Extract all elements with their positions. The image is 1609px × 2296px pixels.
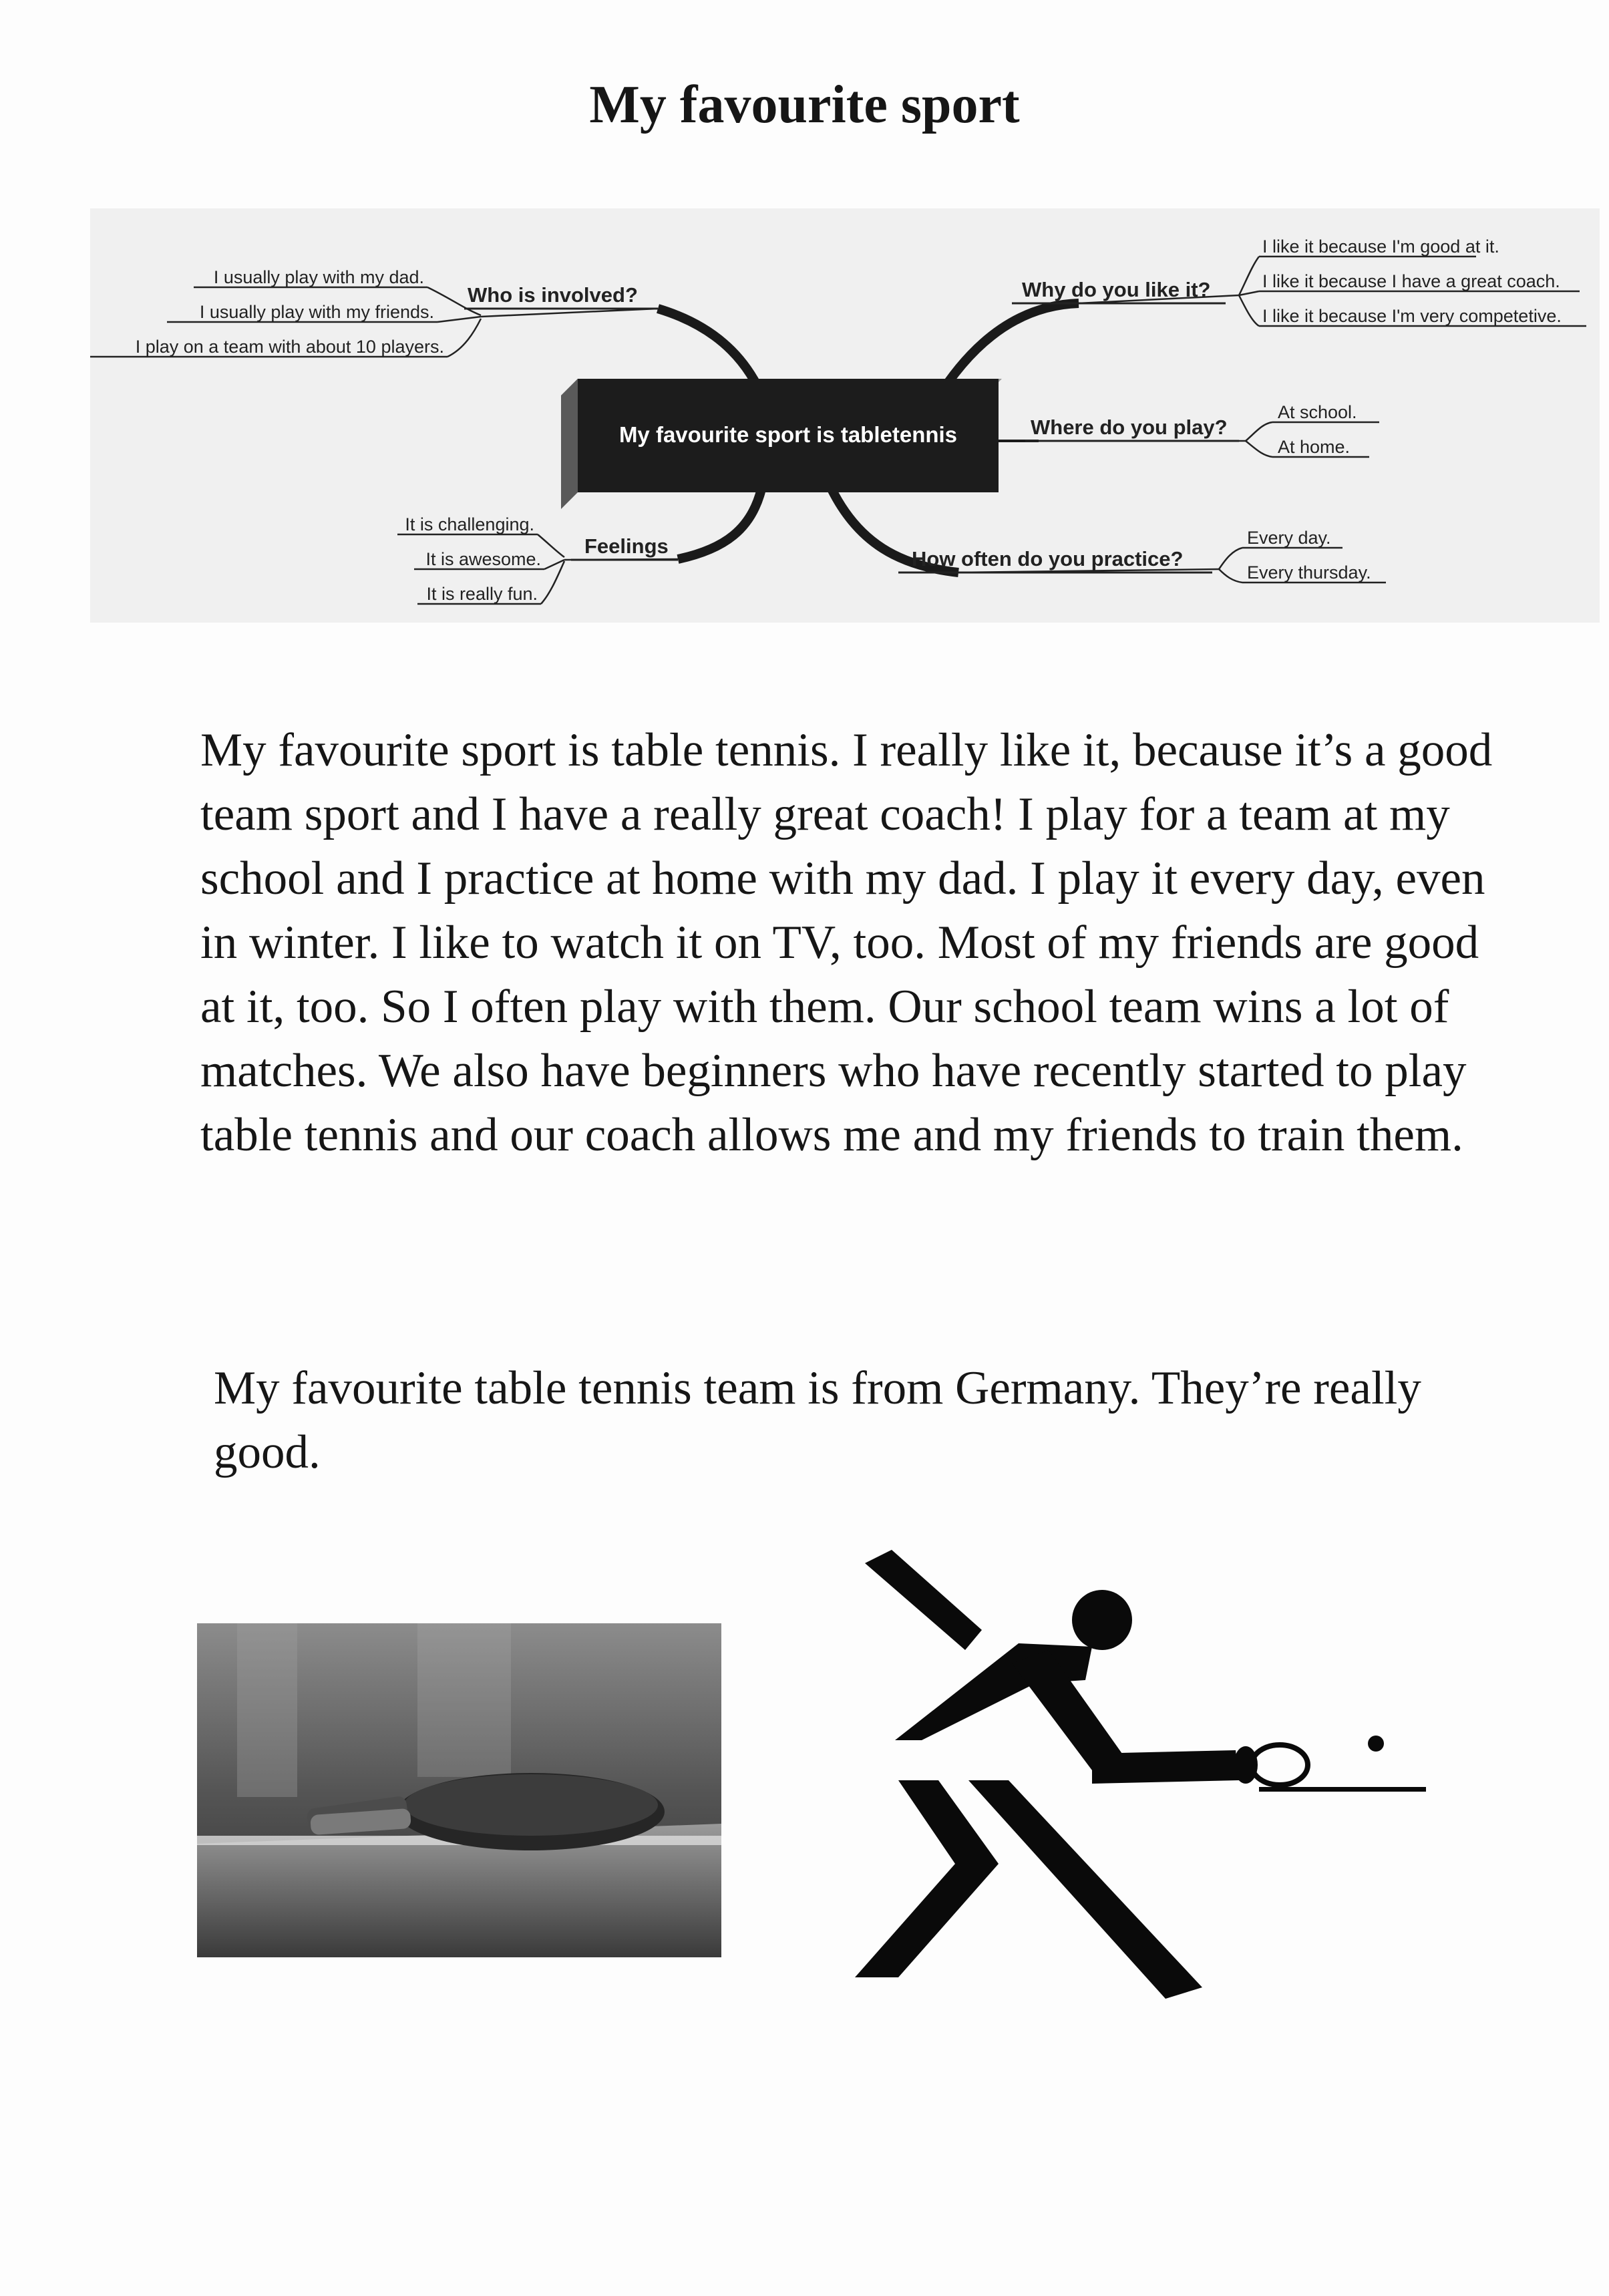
leaf-why-1: I like it because I'm good at it. [1262, 236, 1499, 257]
branch-where-label: Where do you play? [1031, 416, 1228, 439]
leaf-often-1: Every day. [1247, 528, 1331, 548]
mind-map [90, 208, 1600, 623]
branch-why-label: Why do you like it? [1022, 278, 1211, 301]
page-title: My favourite sport [589, 75, 1020, 134]
leaf-who-3: I play on a team with about 10 players. [135, 337, 444, 357]
table-tennis-paddles-photo [197, 1623, 721, 1957]
leaf-feelings-3: It is really fun. [426, 584, 538, 604]
center-node-label: My favourite sport is tabletennis [618, 422, 958, 447]
center-node-side-edge [561, 379, 578, 509]
mind-map-diagram [90, 208, 1600, 623]
leaf-why-3: I like it because I'm very competetive. [1262, 306, 1562, 326]
leaf-feelings-1: It is challenging. [405, 514, 534, 534]
table-tennis-player-pictogram [855, 1550, 1443, 2004]
leaf-why-2: I like it because I have a great coach. [1262, 271, 1560, 291]
branch-who-label: Who is involved? [468, 283, 638, 307]
leaf-where-2: At home. [1278, 437, 1351, 457]
branch-feelings-label: Feelings [584, 534, 669, 558]
leaf-who-1: I usually play with my dad. [213, 267, 424, 287]
leaf-often-2: Every thursday. [1247, 562, 1371, 583]
branch-often-label: How often do you practice? [912, 547, 1184, 570]
essay-paragraph-2: My favourite table tennis team is from Germany. They’re really good. [214, 1362, 1421, 1478]
player-head [1072, 1590, 1132, 1650]
essay-paragraph-1: My favourite sport is table tennis. I really like it, because it’s a good team sport and I have a really great coach! I play for a team at my school and I practice at home with my dad. I play it every day, even in winter. I like to watch it on TV, too. Most of my friends are good at it, too. So I often play with them. Our school team wins a lot of matches. We also have beginners who have recently started to play table tennis and our coach allows me and my friends to train them. [200, 724, 1493, 1161]
paddle-outline [1252, 1745, 1308, 1785]
connector-feelings [678, 489, 761, 559]
ball [1368, 1736, 1384, 1752]
leaf-where-1: At school. [1278, 402, 1357, 422]
leaf-feelings-2: It is awesome. [425, 549, 541, 569]
leaf-who-2: I usually play with my friends. [199, 302, 434, 322]
